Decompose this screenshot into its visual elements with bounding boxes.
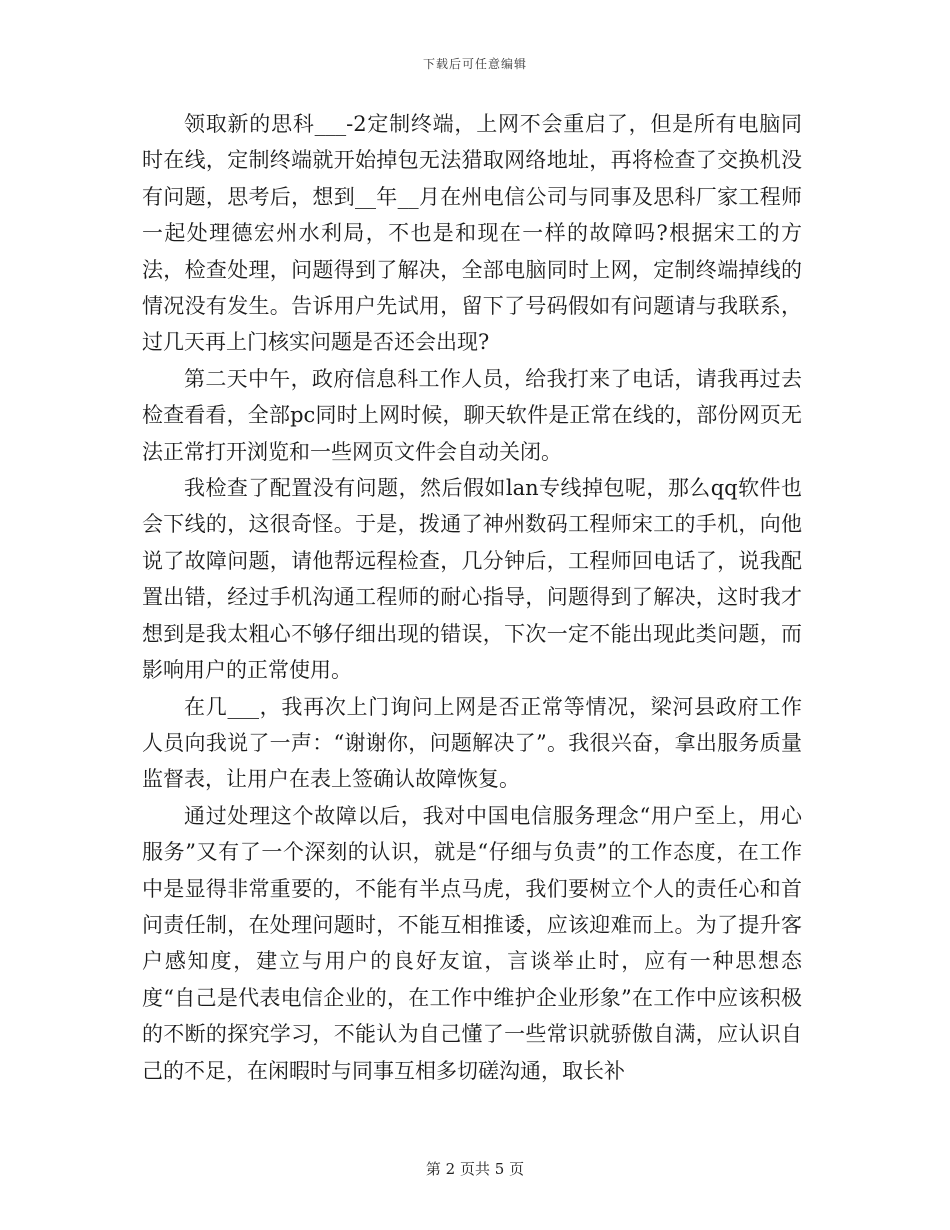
page-footer: 第 2 页共 5 页 [425, 1160, 525, 1178]
paragraph-4: 在几___，我再次上门询问上网是否正常等情况，梁河县政府工作人员向我说了一声：“谢谢你，问题解决了”。我很兴奋，拿出服务质量监督表，让用户在表上签确认故障恢复。 [142, 694, 802, 792]
page-header: 下载后可任意编辑 [422, 57, 527, 71]
paragraph-2: 第二天中午，政府信息科工作人员，给我打来了电话，请我再过去检查看看，全部pc同时上网时候，聊天软件是正常在线的，部份网页无法正常打开浏览和一些网页文件会自动关闭。 [142, 366, 802, 464]
paragraph-3: 我检查了配置没有问题，然后假如lan专线掉包呢，那么qq软件也会下线的，这很奇怪。于是，拨通了神州数码工程师宋工的手机，向他说了故障问题，请他帮远程检查，几分钟后，工程师回电话了，说我配置出错，经过手机沟通工程师的耐心指导，问题得到了解决，这时我才想到是我太粗心不够仔细出现的错误，下次一定不能出现此类问题，而影响用户的正常使用。 [142, 476, 802, 683]
document-body [142, 106, 802, 1089]
paragraph-1: 领取新的思科___-2定制终端，上网不会重启了，但是所有电脑同时在线，定制终端就开始掉包无法猎取网络地址，再将检查了交换机没有问题，思考后，想到__年__月在州电信公司与同事及思科厂家工程师一起处理德宏州水利局，不也是和现在一样的故障吗?根据宋工的方法，检查处理，问题得到了解决，全部电脑同时上网，定制终端掉线的情况没有发生。告诉用户先试用，留下了号码假如有问题请与我联系，过几天再上门核实问题是否还会出现? [142, 112, 802, 355]
paragraph-5: 通过处理这个故障以后，我对中国电信服务理念“用户至上，用心服务”又有了一个深刻的认识，就是“仔细与负责”的工作态度，在工作中是显得非常重要的，不能有半点马虎，我们要树立个人的责任心和首问责任制，在处理问题时，不能互相推诿，应该迎难而上。为了提升客户感知度，建立与用户的良好友谊，言谈举止时，应有一种思想态度“自己是代表电信企业的，在工作中维护企业形象”在工作中应该积极的不断的探究学习，不能认为自己懂了一些常识就骄傲自满，应认识自己的不足，在闲暇时与同事互相多切磋沟通，取长补 [142, 803, 802, 1083]
